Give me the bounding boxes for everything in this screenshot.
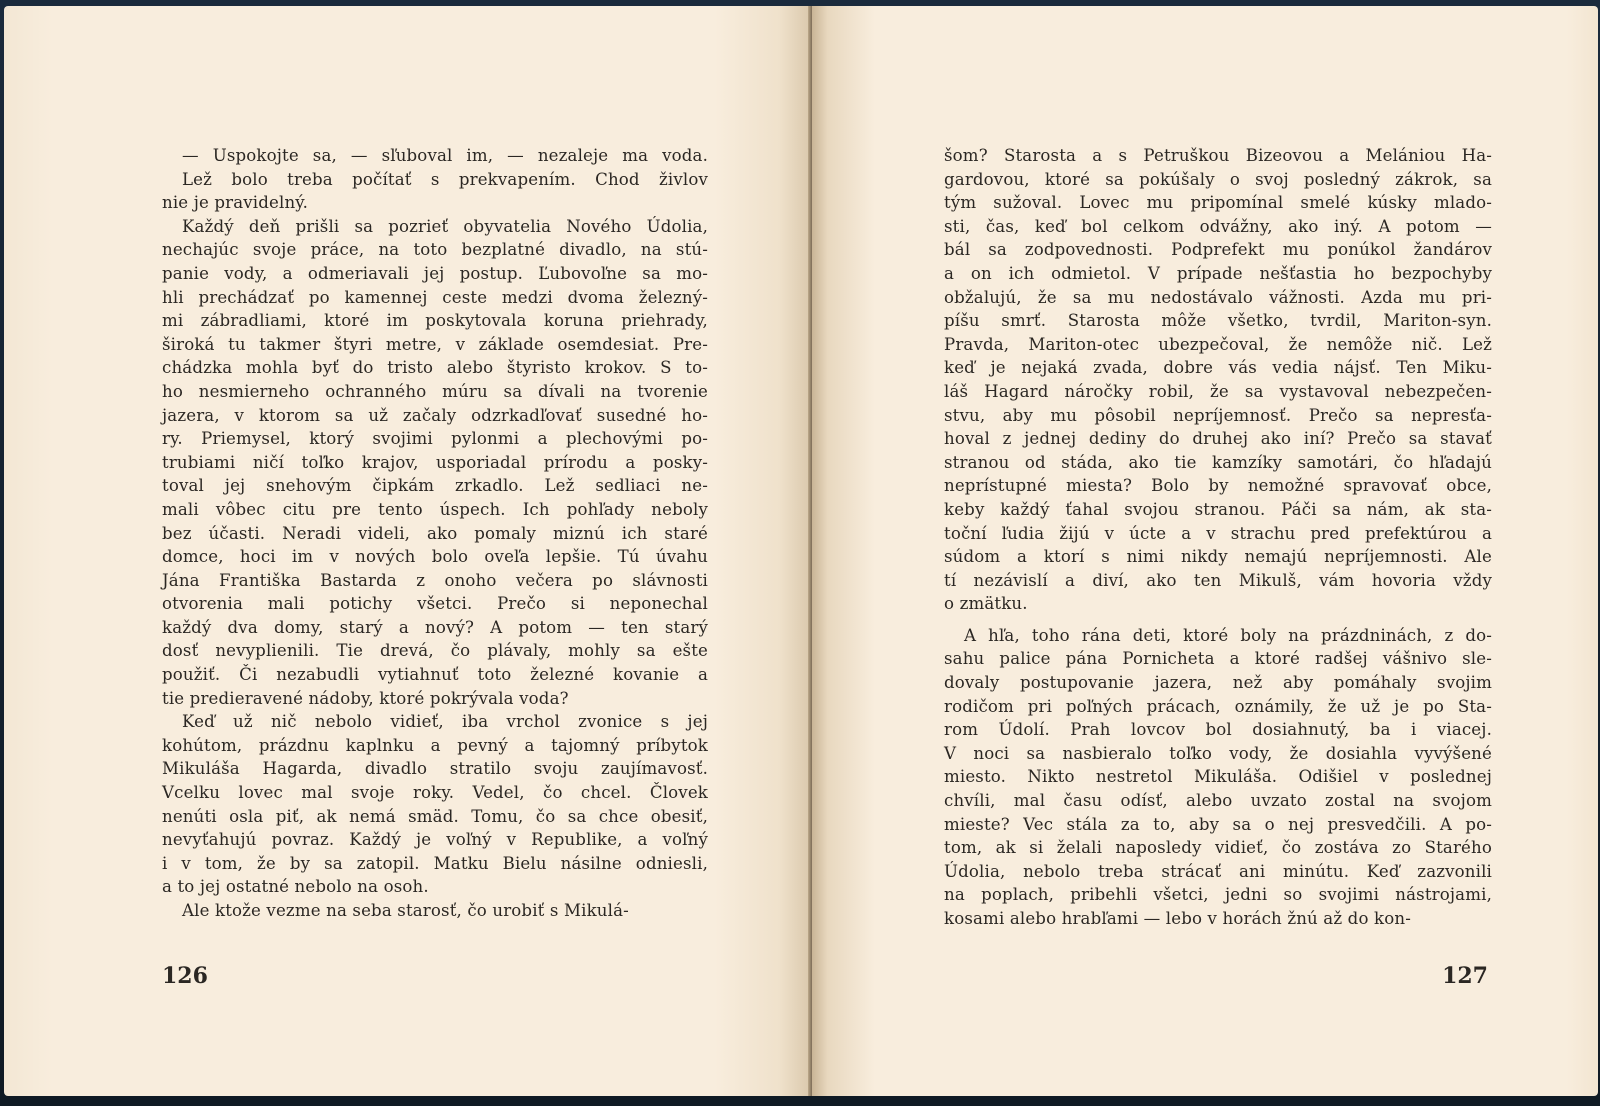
- text-line: mi zábradliami, ktoré im poskytovala koruna priehrady,: [162, 311, 708, 331]
- text-line: gardovou, ktoré sa pokúšaly o svoj posledný zákrok, sa: [944, 169, 1492, 189]
- text-line: píšu smrť. Starosta môže všetko, tvrdil, Mariton-syn.: [944, 311, 1492, 331]
- text-line: Keď už nič nebolo vidieť, iba vrchol zvonice s jej: [182, 712, 708, 732]
- right-page-number: 127: [1442, 963, 1488, 989]
- text-line: nie je pravidelný.: [162, 193, 309, 213]
- text-line: bez účasti. Neradi videli, ako pomaly miznú ich staré: [162, 523, 708, 543]
- text-line: mieste? Vec stála za to, aby sa o nej presvedčili. A po-: [944, 814, 1492, 834]
- text-line: Lež bolo treba počítať s prekvapením. Chod živlov: [182, 169, 708, 189]
- text-line: tom, ak si želali naposledy vidieť, čo zostáva zo Starého: [944, 838, 1492, 858]
- text-line: a to jej ostatné nebolo na osoh.: [162, 877, 429, 897]
- text-line: bál sa zodpovednosti. Podprefekt mu ponúkol žandárov: [944, 240, 1492, 260]
- text-line: láš Hagard náročky robil, že sa vystavoval nebezpečen-: [944, 381, 1492, 401]
- text-line: tí nezávislí a diví, ako ten Mikulš, vám hovoria vždy: [944, 570, 1492, 590]
- text-line: nenúti osla piť, ak nemá smäd. Tomu, čo sa chce obesiť,: [162, 806, 708, 826]
- text-line: ry. Priemysel, ktorý svojimi pylonmi a plechovými po-: [162, 429, 708, 449]
- text-line: súdom a ktorí s nimi nikdy nemajú nepríjemnosti. Ale: [944, 547, 1492, 567]
- text-line: jazera, v ktorom sa už začaly odzrkadľovať susedné ho-: [162, 405, 708, 425]
- right-page-text: [944, 144, 1492, 931]
- text-line: dovaly postupovanie jazera, než aby pomáhaly svojim: [944, 673, 1492, 693]
- text-line: otvorenia mali potichy všetci. Prečo si neponechal: [162, 594, 708, 614]
- text-line: o zmätku.: [944, 594, 1028, 614]
- text-line: sti, čas, keď bol celkom odvážny, ako iný. A potom —: [944, 216, 1492, 236]
- text-line: toční ľudia žijú v úcte a v strachu pred prefektúrou a: [944, 523, 1492, 543]
- text-line: stvu, aby mu pôsobil nepríjemnosť. Prečo sa nepresťa-: [944, 405, 1492, 425]
- text-line: široká tu takmer štyri metre, v základe osemdesiat. Pre-: [162, 334, 708, 354]
- text-line: toval jej snehovým čipkám zrkadlo. Lež sedliaci ne-: [162, 476, 708, 496]
- text-line: Ale ktože vezme na seba starosť, čo urobiť s Mikulá-: [182, 901, 629, 920]
- text-line: keď je nejaká zvada, dobre vás vedia nájsť. Ten Miku-: [944, 358, 1492, 378]
- left-page-number: 126: [162, 963, 208, 989]
- text-line: nechajúc svoje práce, na toto bezplatné divadlo, na stú-: [162, 240, 708, 260]
- text-line: panie vody, a odmeriavali jej postup. Ľubovoľne sa mo-: [162, 263, 708, 283]
- left-page: [4, 6, 812, 1096]
- text-line: V noci sa nasbieralo toľko vody, že dosiahla vyvýšené: [944, 743, 1492, 763]
- text-line: trubiami ničí toľko krajov, usporiadal prírodu a posky-: [162, 452, 708, 472]
- text-line: Každý deň prišli sa pozrieť obyvatelia Nového Údolia,: [182, 216, 708, 236]
- text-line: hli prechádzať po kamennej ceste medzi dvoma železný-: [162, 287, 708, 307]
- text-line: Mikuláša Hagarda, divadlo stratilo svoju zaujímavosť.: [162, 759, 708, 779]
- text-line: Údolia, nebolo treba strácať ani minútu. Keď zazvonili: [944, 861, 1492, 881]
- text-line: dosť nevyplienili. Tie drevá, čo plávaly, mohly sa ešte: [162, 641, 708, 661]
- text-line: tie predieravené nádoby, ktoré pokrývala voda?: [162, 688, 569, 708]
- text-line: Jána Františka Bastarda z onoho večera po slávnosti: [162, 570, 708, 590]
- text-line: obžalujú, že sa mu nedostávalo vážnosti. Azda mu pri-: [944, 287, 1492, 307]
- text-line: hoval z jednej dediny do druhej ako iní? Prečo sa stavať: [944, 429, 1492, 449]
- text-line: použiť. Či nezabudli vytiahnuť toto železné kovanie a: [162, 665, 708, 685]
- right-page: [812, 6, 1598, 1096]
- text-line: kosami alebo hrabľami — lebo v horách žnú až do kon-: [944, 909, 1411, 928]
- text-line: šom? Starosta a s Petruškou Bizeovou a Melániou Ha-: [944, 146, 1492, 165]
- text-line: stranou od stáda, ako tie kamzíky samotári, čo hľadajú: [944, 452, 1492, 472]
- text-line: Pravda, Mariton-otec ubezpečoval, že nemôže nič. Lež: [944, 334, 1492, 354]
- text-line: každý dva domy, starý a nový? A potom — ten starý: [162, 617, 708, 637]
- text-line: chádzka mohla byť do tristo alebo štyristo krokov. S to-: [162, 358, 708, 378]
- text-line: kohútom, prázdnu kaplnku a pevný a tajomný príbytok: [162, 735, 708, 755]
- text-line: keby každý ťahal svojou stranou. Páči sa nám, ak sta-: [944, 499, 1492, 519]
- text-line: na poplach, pribehli všetci, jedni so svojimi nástrojami,: [944, 885, 1492, 905]
- left-page-text: [162, 144, 708, 923]
- text-line: rodičom pri poľných prácach, oznámily, že už je po Sta-: [944, 696, 1492, 716]
- text-line: — Uspokojte sa, — sľuboval im, — nezaleje ma voda.: [182, 146, 708, 165]
- text-line: nevyťahujú povraz. Každý je voľný v Republike, a voľný: [162, 830, 708, 850]
- text-line: domce, hoci im v nových bolo oveľa lepšie. Tú úvahu: [162, 547, 708, 567]
- text-line: i v tom, že by sa zatopil. Matku Bielu násilne odniesli,: [162, 853, 708, 873]
- text-line: miesto. Nikto nestretol Mikuláša. Odišiel v poslednej: [944, 767, 1492, 787]
- text-line: mali vôbec citu pre tento úspech. Ich pohľady neboly: [162, 499, 708, 519]
- text-line: a on ich odmietol. V prípade nešťastia ho bezpochyby: [944, 263, 1492, 283]
- text-line: A hľa, toho rána deti, ktoré boly na prázdninách, z do-: [964, 625, 1492, 645]
- text-line: tým sužoval. Lovec mu pripomínal smelé kúsky mlado-: [944, 193, 1492, 213]
- text-line: chvíli, mal času odísť, alebo uvzato zostal na svojom: [944, 791, 1492, 811]
- text-line: Vcelku lovec mal svoje roky. Vedel, čo chcel. Človek: [162, 783, 708, 803]
- text-line: neprístupné miesta? Bolo by nemožné spravovať obce,: [944, 476, 1492, 496]
- text-line: rom Údolí. Prah lovcov bol dosiahnutý, ba i viacej.: [944, 720, 1492, 740]
- text-line: ho nesmierneho ochranného múru sa dívali na tvorenie: [162, 381, 708, 401]
- text-line: sahu palice pána Pornicheta a ktoré radšej vášnivo sle-: [944, 649, 1492, 669]
